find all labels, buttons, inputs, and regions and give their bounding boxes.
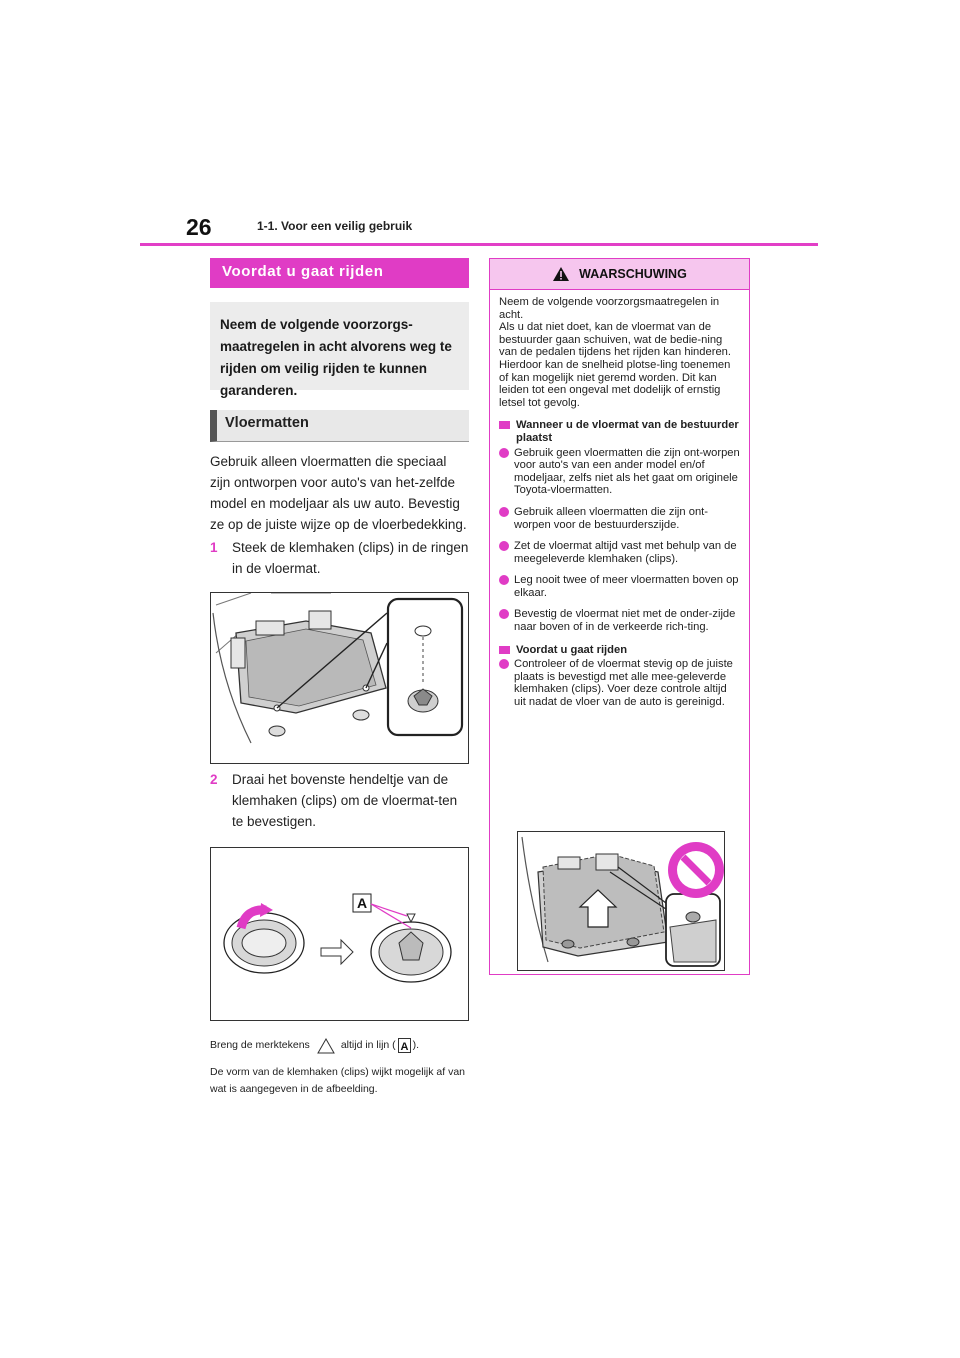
- warning-intro-2: Als u dat niet doet, kan de vloermat van de bestuurder gaan schuiven, wat de bedie-ning van de pedalen tijdens het rijden kan hinderen. Hierdoor kan de snelheid plotse-ling toenemen of kan mogelijk niet geremd worden. Dit kan leiden tot een ongeval met dodelijk of ernstig letsel tot gevolg.: [499, 321, 731, 409]
- warning-bullet: Leg nooit twee of meer vloermatten boven op elkaar.: [499, 574, 741, 599]
- step-number: 1: [210, 540, 218, 555]
- callout-label: A: [356, 895, 368, 911]
- svg-text:A: A: [400, 1041, 409, 1052]
- figure-stacked-mats-prohibited: [517, 831, 725, 971]
- intro-box: Neem de volgende voorzorgs-maatregelen in acht alvorens weg te rijden om veilig rijden te kunnen garanderen.: [210, 302, 469, 390]
- clip-shape-note: De vorm van de klemhaken (clips) wijkt mogelijk af van wat is aangegeven in de afbeelding.: [210, 1066, 466, 1095]
- step-2: [210, 769, 469, 832]
- header-rule: [140, 243, 818, 246]
- round-bullet-icon: [499, 541, 509, 551]
- figure-caption: [210, 1037, 469, 1054]
- left-column: [210, 258, 469, 1098]
- page-number: 26: [186, 214, 212, 240]
- warning-triangle-icon: [552, 266, 570, 282]
- warning-bullet: Gebruik geen vloermatten die zijn ont-worpen voor auto's van een ander model en/of modeljaar, zelfs niet als het gaat om originele Toyota-vloermatten.: [499, 447, 741, 497]
- triangle-mark-icon: [317, 1038, 335, 1054]
- square-bullet-icon: [499, 646, 510, 654]
- prohibited-stacked-mats-illustration: [518, 832, 724, 970]
- step-text: Steek de klemhaken (clips) in de ringen in de vloermat.: [232, 540, 469, 576]
- warning-heading-placing: Wanneer u de vloermat van de bestuurder plaatst: [499, 419, 741, 444]
- label-a-glyph: [399, 1039, 410, 1052]
- clip-rotation-illustration: [211, 848, 468, 1020]
- warning-bullet: Gebruik alleen vloermatten die zijn ont-worpen voor de bestuurderszijde.: [499, 506, 741, 531]
- round-bullet-icon: [499, 507, 509, 517]
- warning-bullet: Controleer of de vloermat stevig op de juiste plaats is bevestigd met alle mee-geleverde klemhaken (clips). Voer deze controle altijd uit nadat de vloer van de auto is gereinigd.: [499, 658, 741, 708]
- step-number: 2: [210, 772, 218, 787]
- warning-bullet: Zet de vloermat altijd vast met behulp van de meegeleverde klemhaken (clips).: [499, 540, 741, 565]
- round-bullet-icon: [499, 448, 509, 458]
- warning-box: [489, 258, 750, 975]
- label-a-box: [398, 1038, 411, 1053]
- main-heading: Voordat u gaat rijden: [210, 258, 469, 288]
- caption-text-before: Breng de merktekens: [210, 1039, 310, 1051]
- section-title: 1-1. Voor een veilig gebruik: [257, 219, 413, 233]
- round-bullet-icon: [499, 659, 509, 669]
- floor-mat-clip-illustration: [211, 593, 468, 763]
- caption-text-middle: altijd in lijn (: [340, 1039, 396, 1051]
- warning-header: [490, 259, 749, 290]
- body-paragraph: Gebruik alleen vloermatten die speciaal zijn ontworpen voor auto's van het-zelfde model en modeljaar als uw auto. Bevestig ze op de juiste wijze op de vloerbedekking.: [210, 454, 467, 532]
- figure-clip-installation: [210, 592, 469, 764]
- subheading-floor-mats: Vloermatten: [210, 410, 469, 442]
- round-bullet-icon: [499, 609, 509, 619]
- caption-text-after: ).: [412, 1039, 420, 1051]
- round-bullet-icon: [499, 575, 509, 585]
- step-text: Draai het bovenste hendeltje van de klemhaken (clips) om de vloermat-ten te bevestigen.: [232, 772, 458, 829]
- warning-bullet: Bevestig de vloermat niet met de onder-zijde naar boven of in de verkeerde rich-ting.: [499, 608, 741, 633]
- warning-title: WAARSCHUWING: [579, 267, 687, 281]
- warning-intro-1: Neem de volgende voorzorgsmaatregelen in acht.: [499, 296, 720, 321]
- square-bullet-icon: [499, 421, 510, 429]
- figure-clip-rotation: [210, 847, 469, 1021]
- warning-body: [490, 290, 749, 709]
- warning-heading-before-driving: Voordat u gaat rijden: [499, 644, 741, 657]
- step-1: [210, 537, 469, 579]
